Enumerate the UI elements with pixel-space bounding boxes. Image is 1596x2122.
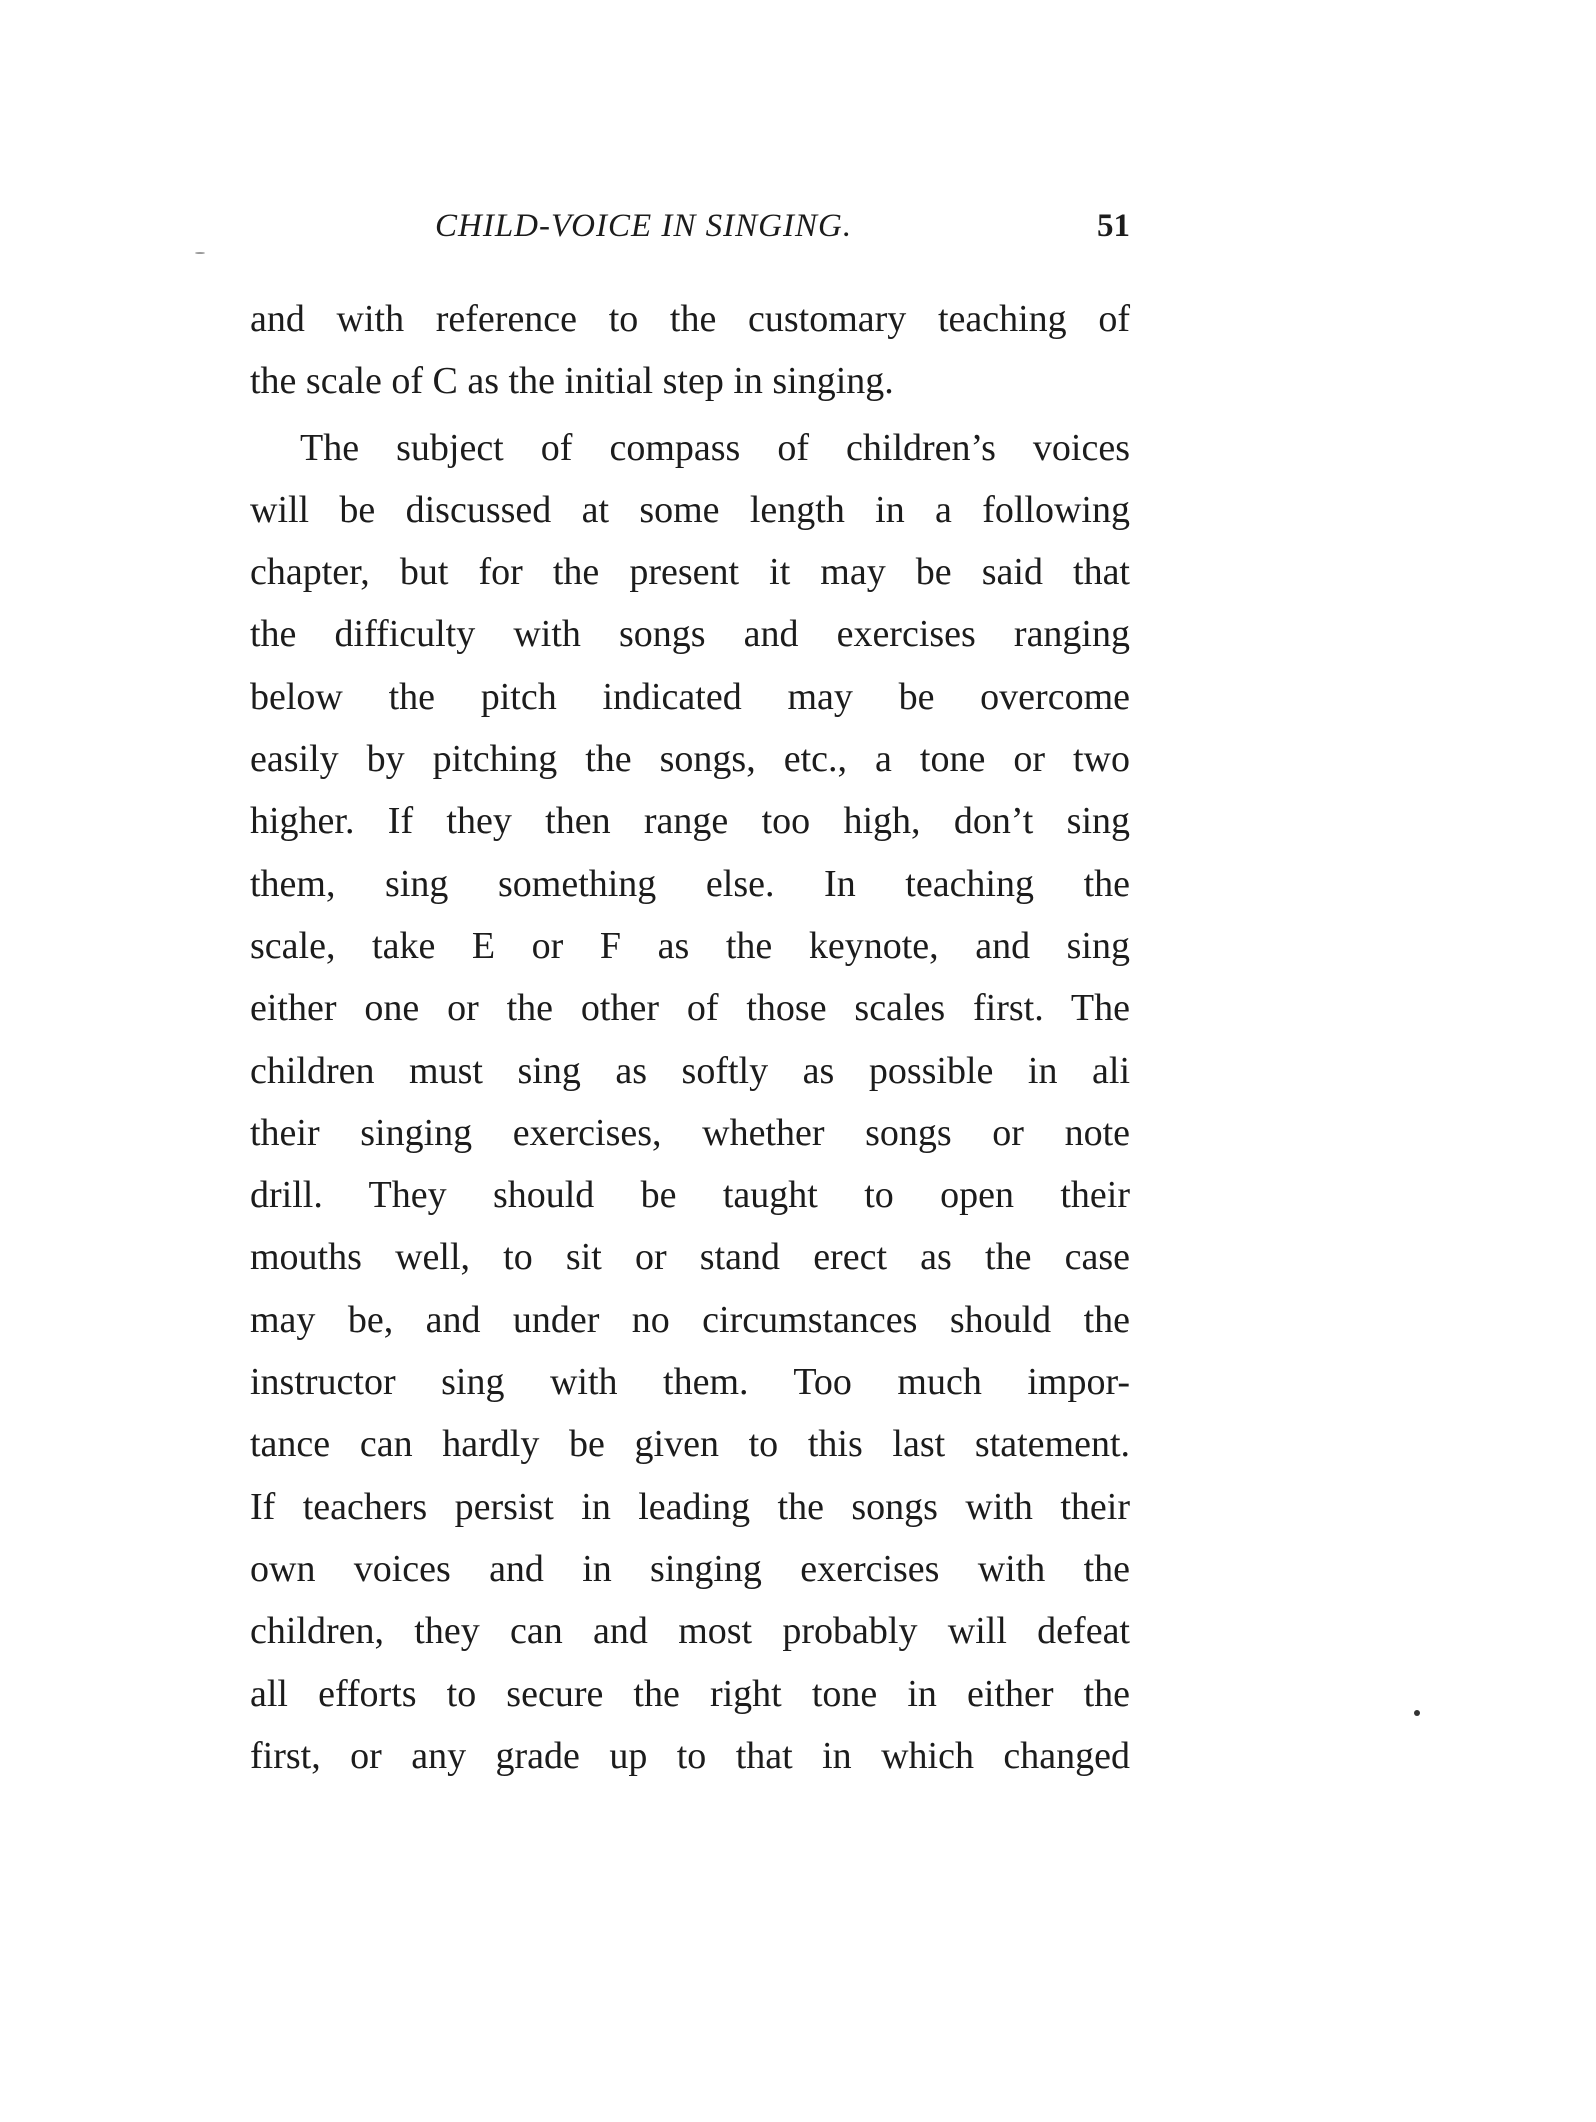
- text-line: the difficulty with songs and exercises ranging: [250, 613, 1130, 656]
- text-line: either one or the other of those scales first. The: [250, 987, 1130, 1030]
- text-line: and with reference to the customary teaching of: [250, 298, 1130, 340]
- text-line: them, sing something else. In teaching the: [250, 862, 1130, 905]
- running-head: [250, 208, 1130, 258]
- scan-speck: [195, 252, 205, 254]
- text-line: children must sing as softly as possible in ali: [250, 1049, 1130, 1092]
- text-line: children, they can and most probably will defeat: [250, 1610, 1130, 1653]
- text-line: chapter, but for the present it may be said that: [250, 551, 1130, 594]
- text-line: easily by pitching the songs, etc., a tone or two: [250, 738, 1130, 781]
- scan-speck: [1414, 1710, 1420, 1716]
- text-line: first, or any grade up to that in which changed: [250, 1734, 1130, 1777]
- text-line: higher. If they then range too high, don’t sing: [250, 800, 1130, 843]
- text-line: scale, take E or F as the keynote, and sing: [250, 924, 1130, 967]
- text-line: may be, and under no circumstances should the: [250, 1298, 1130, 1341]
- text-line: drill. They should be taught to open their: [250, 1174, 1130, 1217]
- text-line: below the pitch indicated may be overcome: [250, 675, 1130, 718]
- text-line: mouths well, to sit or stand erect as the case: [250, 1236, 1130, 1279]
- text-line: instructor sing with them. Too much impor-: [250, 1361, 1130, 1404]
- text-line: tance can hardly be given to this last statement.: [250, 1423, 1130, 1466]
- text-line: the scale of C as the initial step in singing.: [250, 360, 894, 403]
- text-line: If teachers persist in leading the songs with their: [250, 1485, 1130, 1528]
- body-text: [250, 288, 1130, 1787]
- text-line: will be discussed at some length in a following: [250, 488, 1130, 531]
- text-line: The subject of compass of children’s voices: [300, 426, 1130, 469]
- text-line: their singing exercises, whether songs or note: [250, 1111, 1130, 1154]
- text-line: all efforts to secure the right tone in either the: [250, 1672, 1130, 1715]
- running-title: CHILD-VOICE IN SINGING.: [435, 208, 853, 244]
- text-line: own voices and in singing exercises with the: [250, 1547, 1130, 1590]
- page-number: 51: [1097, 208, 1130, 244]
